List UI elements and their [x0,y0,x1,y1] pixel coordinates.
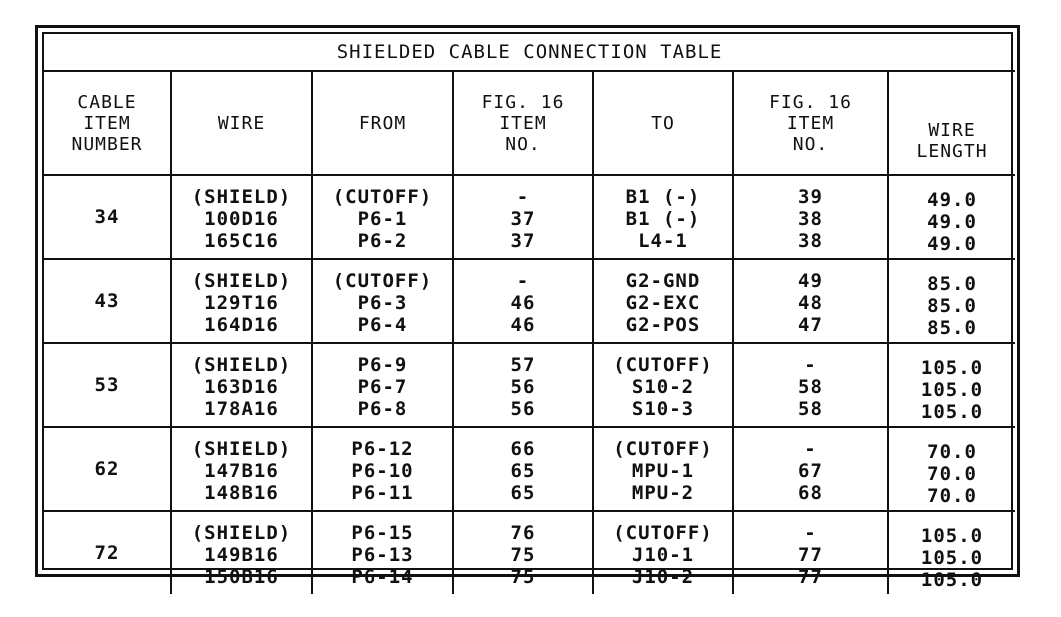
to-cell-line: J10-1 [631,544,695,566]
from-item-cell [453,511,593,594]
from-item-cell [453,427,593,511]
from-item-cell-line: 37 [510,208,536,230]
to-item-cell-line: 58 [798,376,823,398]
wire-length-cell-line: 49.0 [927,189,977,211]
from-cell-line: P6-12 [351,438,414,460]
to-cell-line: MPU-2 [631,482,695,504]
to-cell-line: (CUTOFF) [613,438,713,460]
from-cell [312,259,453,343]
from-cell [312,427,453,511]
wire-cell [171,511,312,594]
header-cable-item-number: CABLE ITEM NUMBER [44,71,171,175]
to-cell-line: B1 (-) [625,186,701,208]
shielded-cable-connection-table [44,34,1015,594]
from-cell-line: P6-2 [357,230,408,252]
wire-length-cell-line: 85.0 [927,295,977,317]
to-item-cell [733,259,888,343]
from-item-cell-line: 56 [510,376,536,398]
table-body [44,175,1015,594]
to-item-cell-line: - [804,438,817,460]
to-cell-line: J10-2 [631,566,695,588]
to-cell [593,511,733,594]
header-fig16-item-no-to: FIG. 16 ITEM NO. [733,71,888,175]
to-cell [593,175,733,259]
from-cell-line: P6-1 [357,208,408,230]
to-item-cell-line: - [804,354,817,376]
to-item-cell-line: 77 [798,566,823,588]
from-item-cell-line: 56 [510,398,536,420]
wire-length-cell-line: 105.0 [920,379,984,401]
to-cell-line: B1 (-) [625,208,701,230]
table-row [44,259,1015,343]
from-item-cell-line: - [516,270,530,292]
to-item-cell [733,343,888,427]
cable-item-number-cell: 72 [44,511,171,594]
from-cell-line: P6-10 [351,460,414,482]
table-row [44,343,1015,427]
to-item-cell-line: 77 [798,544,823,566]
wire-cell-line: (SHIELD) [191,270,292,292]
from-item-cell-line: 75 [510,566,536,588]
to-cell-line: S10-3 [631,398,695,420]
from-cell-line: P6-14 [351,566,414,588]
to-cell-line: L4-1 [638,230,688,252]
wire-cell-line: 147B16 [204,460,279,482]
wire-cell-line: 148B16 [204,482,279,504]
from-item-cell-line: 66 [510,438,536,460]
header-fig16-item-no-from: FIG. 16 ITEM NO. [453,71,593,175]
wire-cell-line: 149B16 [204,544,279,566]
from-item-cell-line: 75 [510,544,536,566]
from-item-cell-line: 46 [510,314,536,336]
from-item-cell-line: 46 [510,292,536,314]
cable-item-number-cell: 43 [44,259,171,343]
table-row [44,427,1015,511]
to-item-cell-line: 38 [798,208,823,230]
table-row [44,175,1015,259]
to-item-cell-line: 49 [798,270,823,292]
from-item-cell [453,175,593,259]
from-item-cell-line: 57 [510,354,536,376]
wire-cell-line: (SHIELD) [191,354,292,376]
from-cell-line: P6-8 [357,398,408,420]
to-item-cell-line: 47 [798,314,823,336]
to-item-cell-line: 48 [798,292,823,314]
cable-item-number-cell: 62 [44,427,171,511]
from-cell-line: P6-9 [357,354,408,376]
wire-length-cell-line: 105.0 [920,547,984,569]
wire-length-cell-line: 105.0 [920,357,984,379]
wire-cell [171,259,312,343]
to-cell [593,259,733,343]
from-cell [312,343,453,427]
wire-cell-line: (SHIELD) [191,186,292,208]
table-outer-frame [35,25,1020,591]
to-item-cell-line: 67 [798,460,823,482]
wire-cell-line: 163D16 [204,376,279,398]
from-item-cell-line: 37 [510,230,536,252]
header-wire: WIRE [171,71,312,175]
from-cell-line: P6-7 [357,376,408,398]
to-cell-line: G2-GND [625,270,701,292]
from-item-cell-line: 65 [510,460,536,482]
wire-cell-line: 129T16 [204,292,279,314]
wire-length-cell-line: 70.0 [927,485,977,507]
to-item-cell [733,427,888,511]
from-item-cell-line: 76 [510,522,536,544]
to-item-cell [733,511,888,594]
to-item-cell-line: 58 [798,398,823,420]
to-cell-line: G2-EXC [625,292,701,314]
cable-item-number-cell: 53 [44,343,171,427]
to-cell-line: (CUTOFF) [613,354,713,376]
wire-cell [171,427,312,511]
wire-cell-line: 100D16 [204,208,279,230]
from-cell-line: P6-4 [357,314,408,336]
from-item-cell [453,259,593,343]
to-item-cell-line: 39 [798,186,823,208]
from-cell [312,175,453,259]
wire-cell-line: 165C16 [204,230,279,252]
from-cell-line: P6-3 [357,292,408,314]
from-cell-line: P6-11 [351,482,414,504]
wire-length-cell-line: 105.0 [920,569,984,591]
wire-length-cell [888,427,1015,511]
wire-cell [171,343,312,427]
to-cell-line: G2-POS [625,314,701,336]
table-title: SHIELDED CABLE CONNECTION TABLE [44,34,1015,71]
from-cell-line: (CUTOFF) [332,270,433,292]
wire-cell [171,175,312,259]
wire-cell-line: (SHIELD) [191,522,292,544]
wire-length-cell-line: 105.0 [920,525,984,547]
table-inner-frame [42,32,1013,591]
wire-cell-line: 164D16 [204,314,279,336]
wire-length-cell-line: 49.0 [927,211,977,233]
from-item-cell [453,343,593,427]
wire-length-cell-line: 85.0 [927,317,977,339]
wire-cell-line: (SHIELD) [191,438,292,460]
to-cell [593,427,733,511]
wire-cell-line: 178A16 [204,398,279,420]
to-cell [593,343,733,427]
wire-length-cell-line: 70.0 [927,463,977,485]
to-cell-line: (CUTOFF) [613,522,713,544]
to-item-cell [733,175,888,259]
header-row [44,71,1015,175]
wire-cell-line: 150B16 [204,566,279,588]
from-cell-line: (CUTOFF) [332,186,433,208]
wire-length-cell-line: 85.0 [927,273,977,295]
to-cell-line: MPU-1 [631,460,695,482]
header-from: FROM [312,71,453,175]
header-wire-length: WIRE LENGTH [888,71,1015,175]
wire-length-cell [888,511,1015,594]
wire-length-cell-line: 70.0 [927,441,977,463]
cable-item-number-cell: 34 [44,175,171,259]
from-cell-line: P6-13 [351,544,414,566]
from-cell-line: P6-15 [351,522,414,544]
from-cell [312,511,453,594]
to-item-cell-line: - [804,522,817,544]
header-to: TO [593,71,733,175]
wire-length-cell [888,343,1015,427]
table-row [44,511,1015,594]
to-item-cell-line: 38 [798,230,823,252]
from-item-cell-line: - [516,186,530,208]
wire-length-cell [888,175,1015,259]
wire-length-cell-line: 49.0 [927,233,977,255]
to-item-cell-line: 68 [798,482,823,504]
from-item-cell-line: 65 [510,482,536,504]
wire-length-cell [888,259,1015,343]
wire-length-cell-line: 105.0 [920,401,984,423]
to-cell-line: S10-2 [631,376,695,398]
